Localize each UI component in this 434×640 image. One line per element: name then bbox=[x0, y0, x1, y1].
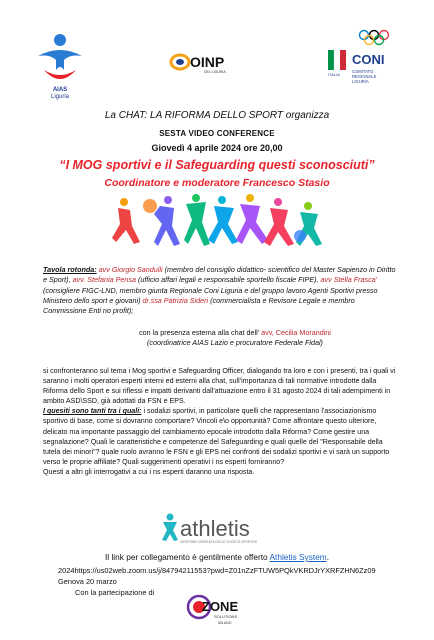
speaker-2-role: (ufficio affari legali e responsabile sportello fiscale FIPE), bbox=[135, 275, 321, 285]
guest-role: (coordinatrice AIAS Lazio e procuratore Federale Fidal) bbox=[147, 338, 323, 348]
coni-logo bbox=[322, 28, 402, 90]
zone-name: ZONE bbox=[202, 599, 239, 614]
italian-flag-icon bbox=[328, 50, 346, 70]
zone-city: MILANO bbox=[218, 621, 232, 625]
athletis-tagline: GESTIONE COMPLETA DELLE SOCIETÀ SPORTIVE bbox=[180, 540, 258, 544]
speaker-1-name: avv Giorgio Sandulli bbox=[98, 265, 163, 274]
aias-figure-icon bbox=[38, 34, 82, 79]
oinp-logo bbox=[168, 52, 240, 74]
event-title: “I MOG sportivi e il Safeguarding questi sconosciuti” bbox=[59, 158, 375, 172]
zoom-url[interactable]: 2024https://us02web.zoom.us/j/84794211553?pwd=Z01nZzFTUW5PQkVKRDJrYXRFZHN6Zz09 bbox=[58, 566, 376, 575]
city-date: Genova 20 marzo bbox=[58, 577, 117, 586]
oinp-sub: DEL LIGURIA bbox=[204, 70, 226, 74]
athletes-illustration bbox=[110, 192, 325, 258]
athlete-silhouettes-icon bbox=[112, 194, 322, 246]
speaker-4-role: (commercialista e Revisore Legale e membro Commissione Enti no profit); bbox=[43, 295, 355, 316]
speaker-3-role: (consigliere FIGC-LND, membro giunta Regionale Coni Liguria e del gruppo lavoro Agenti Sportivi presso Ministero dello sport e giovani) bbox=[43, 285, 378, 305]
body-paragraph-2 bbox=[43, 406, 401, 467]
organizer-line: La CHAT: LA RIFORMA DELLO SPORT organizza bbox=[104, 110, 330, 121]
link-intro: Il link per collegamento è gentilmente offerto bbox=[105, 552, 270, 562]
aias-logo bbox=[30, 30, 90, 88]
athletis-figure-icon bbox=[162, 514, 178, 542]
aias-sub: Liguria bbox=[50, 94, 69, 100]
moderator-line: Coordinatore e moderatore Francesco Stasio bbox=[104, 177, 330, 189]
aias-logo-text bbox=[30, 87, 90, 101]
coni-line-2: REGIONALE bbox=[352, 74, 377, 79]
link-end: . bbox=[326, 552, 329, 562]
coni-line-3: LIGURIA bbox=[352, 79, 369, 84]
coni-italia: ITALIA bbox=[328, 72, 340, 77]
link-line bbox=[0, 552, 434, 562]
round-table-label: Tavola rotonda: bbox=[43, 265, 97, 274]
series-line: SESTA VIDEO CONFERENCE bbox=[159, 129, 275, 138]
body-paragraph-3: Questi a altri gli interrogativi a cui i ns esperti daranno una risposta. bbox=[43, 467, 255, 476]
athletis-name: athletis bbox=[180, 516, 250, 541]
aias-name: AIAS bbox=[52, 87, 68, 93]
athletis-logo bbox=[160, 510, 280, 546]
olympic-rings-icon bbox=[360, 31, 389, 45]
athletis-system-link[interactable]: Athletis System bbox=[269, 552, 327, 562]
speaker-3-name: avv Stella Frasca' bbox=[320, 275, 378, 285]
speaker-4-name: dr.ssa Patrizia Sideri bbox=[142, 295, 209, 305]
guest-intro: con la presenza esterna alla chat dell' bbox=[139, 328, 262, 337]
speaker-1-role: (membro del consiglio didattico- scientifico del Master Sapienzo in Diritto e Sport), bbox=[43, 265, 396, 285]
coni-brand: CONI bbox=[352, 52, 385, 67]
oinp-name: OINP bbox=[190, 54, 225, 70]
guest-paragraph bbox=[70, 328, 400, 349]
datetime-line: Giovedì 4 aprile 2024 ore 20,00 bbox=[151, 143, 283, 153]
coni-line-1: COMITATO bbox=[352, 69, 374, 74]
body-paragraph-1: si confronteranno sul tema i Mog sportivi e Safeguarding Officer, dialogando tra loro e con i presenti, tra i quali vi saranno i molti operatori esperti interni ed esterni alla chat, sull'importanza di tali normative introdotte dalla Riforma dello Sport e sui riflessi e impatti derivanti dall'attuazione entro il 31 agosto 2024 di tali adempimenti in ambito ASD\SSD, già adottati da FSN e EPS. bbox=[43, 367, 396, 406]
zone-sub: SOLUTIONS bbox=[214, 614, 238, 619]
round-table-paragraph bbox=[43, 265, 399, 316]
body-text bbox=[43, 366, 401, 477]
questions-label: I quesiti sono tanti tra i quali: bbox=[43, 407, 142, 416]
guest-name: avv, Cecilia Morandini bbox=[261, 328, 331, 337]
partnership-line: Con la partecipazione di bbox=[75, 588, 155, 597]
questions-text: i sodalizi sportivi, in particolare quelli che rappresentano l'associazionismo sportivo di base, come si dovranno comportare? Vincoli e\o opportunità? Come affrontare questo ulteriore, delicato ma importante passaggio del cambiamento epocale introdotto dalla Riforma? Come gestire una segnalazione? Quali le caratteristiche e competenze del Safeguarding e quali quelle del "Responsabile della tutela dei minori"? quale ruolo avranno le FSN e gli EPS nei confronti dei sodalizi sportivi e vi sarà un supporto verso le proprie affiliate? Quali suggerimenti operativi i ns esperti forniranno? bbox=[43, 407, 390, 466]
speaker-2-name: avv. Stefania Pensa bbox=[72, 275, 136, 285]
zone-solutions-logo bbox=[186, 592, 252, 628]
